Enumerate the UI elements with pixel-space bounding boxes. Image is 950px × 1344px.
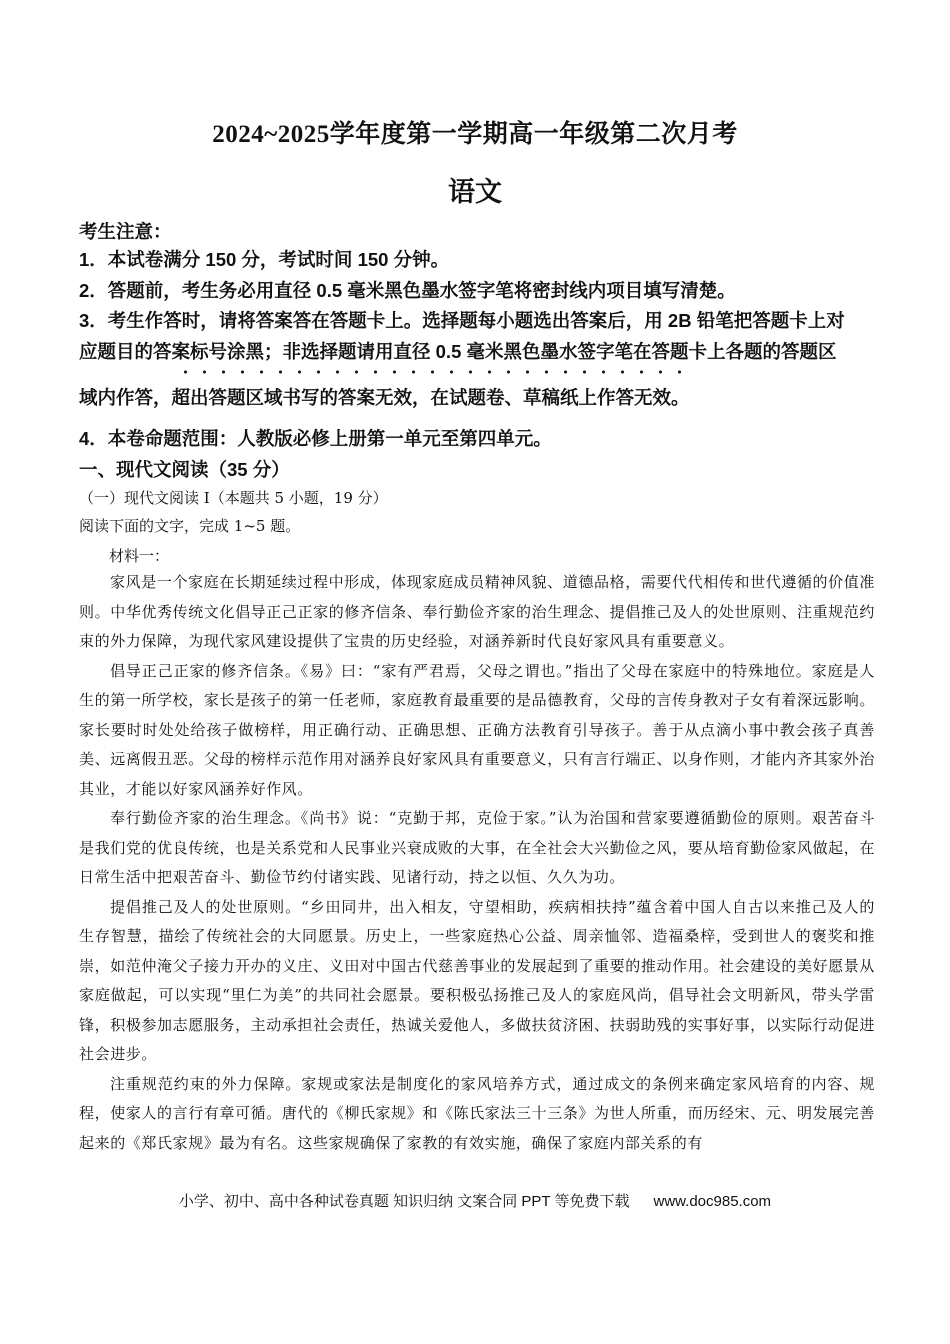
footer-url[interactable]: www.doc985.com — [653, 1193, 772, 1210]
reading-instruction: 阅读下面的文字，完成 1~5 题。 — [79, 517, 301, 535]
notice-item-3-line-3: 域内作答，超出答题区域书写的答案无效，在试题卷、草稿纸上作答无效。 — [79, 387, 690, 408]
section-heading: 一、现代文阅读（35 分） — [79, 459, 290, 480]
notice-item-3-line-1: 3．考生作答时，请将答案答在答题卡上。选择题每小题选出答案后，用 2B 铅笔把答题卡上对 — [79, 310, 845, 331]
notice-item-2: 2．答题前，考生务必用直径 0.5 毫米黑色墨水签字笔将密封线内项目填写清楚。 — [79, 280, 736, 301]
material-label: 材料一： — [109, 547, 170, 565]
paragraph-5: 注重规范约束的外力保障。家规或家法是制度化的家风培养方式，通过成文的条例来确定家风培育的内容、规程，使家人的言行有章可循。唐代的《柳氏家规》和《陈氏家法三十三条》为世人所重，而历经宋、元、明发展完善起来的《郑氏家规》最为有名。这些家规确保了家教的有效实施，确保了家庭内部关系的有 — [79, 1074, 875, 1152]
exam-title: 2024~2025学年度第一学期高一年级第二次月考 — [212, 121, 738, 148]
footer-text: 小学、初中、高中各种试卷真题 知识归纳 文案合同 PPT 等免费下载 — [178, 1193, 630, 1210]
reading-body — [79, 568, 875, 1158]
emphasis-dots — [176, 368, 691, 376]
paragraph-2: 倡导正己正家的修齐信条。《易》曰：“家有严君焉，父母之谓也。”指出了父母在家庭中的特殊地位。家庭是人生的第一所学校，家长是孩子的第一任老师，家庭教育最重要的是品德教育，父母的言传身教对子女有着深远影响。家长要时时处处给孩子做榜样，用正确行动、正确思想、正确方法教育引导孩子。善于从点滴小事中教会孩子真善美、远离假丑恶。父母的榜样示范作用对涵养良好家风具有重要意义，只有言行端正、以身作则，才能内齐其家外治其业，才能以好家风涵养好作风。 — [79, 661, 875, 798]
subject-title: 语文 — [448, 177, 502, 207]
section-subheading: （一）现代文阅读 I（本题共 5 小题，19 分） — [79, 489, 388, 507]
notice-item-1: 1．本试卷满分 150 分，考试时间 150 分钟。 — [79, 249, 450, 270]
paragraph-1: 家风是一个家庭在长期延续过程中形成，体现家庭成员精神风貌、道德品格，需要代代相传和世代遵循的价值准则。中华优秀传统文化倡导正己正家的修齐信条、奉行勤俭齐家的治生理念、提倡推己及人的处世原则、注重规范约束的外力保障，为现代家风建设提供了宝贵的历史经验，对涵养新时代良好家风具有重要意义。 — [79, 573, 875, 650]
notice-heading: 考生注意： — [79, 221, 172, 242]
page-footer — [0, 1190, 950, 1211]
paragraph-4: 提倡推己及人的处世原则。“乡田同井，出入相友，守望相助，疾病相扶持”蕴含着中国人自古以来推己及人的生存智慧，描绘了传统社会的大同愿景。历史上，一些家庭热心公益、周亲恤邻、造福桑梓，受到世人的褒奖和推崇，如范仲淹父子接力开办的义庄、义田对中国古代慈善事业的发展起到了重要的推动作用。社会建设的美好愿景从家庭做起，可以实现“里仁为美”的共同社会愿景。要积极弘扬推己及人的家庭风尚，倡导社会文明新风，带头学雷锋，积极参加志愿服务，主动承担社会责任，热诚关爱他人，多做扶贫济困、扶弱助残的实事好事，以实际行动促进社会进步。 — [79, 897, 875, 1063]
notice-item-4: 4．本卷命题范围：人教版必修上册第一单元至第四单元。 — [79, 428, 552, 449]
notice-item-3-line-2: 应题目的答案标号涂黑；非选择题请用直径 0.5 毫米黑色墨水签字笔在答题卡上各题的答题区 — [79, 341, 837, 362]
paragraph-3: 奉行勤俭齐家的治生理念。《尚书》说：“克勤于邦，克俭于家。”认为治国和营家要遵循勤俭的原则。艰苦奋斗是我们党的优良传统，也是关系党和人民事业兴衰成败的大事，在全社会大兴勤俭之风，要从培育勤俭家风做起，在日常生活中把艰苦奋斗、勤俭节约付诸实践、见诸行动，持之以恒、久久为功。 — [79, 809, 875, 886]
